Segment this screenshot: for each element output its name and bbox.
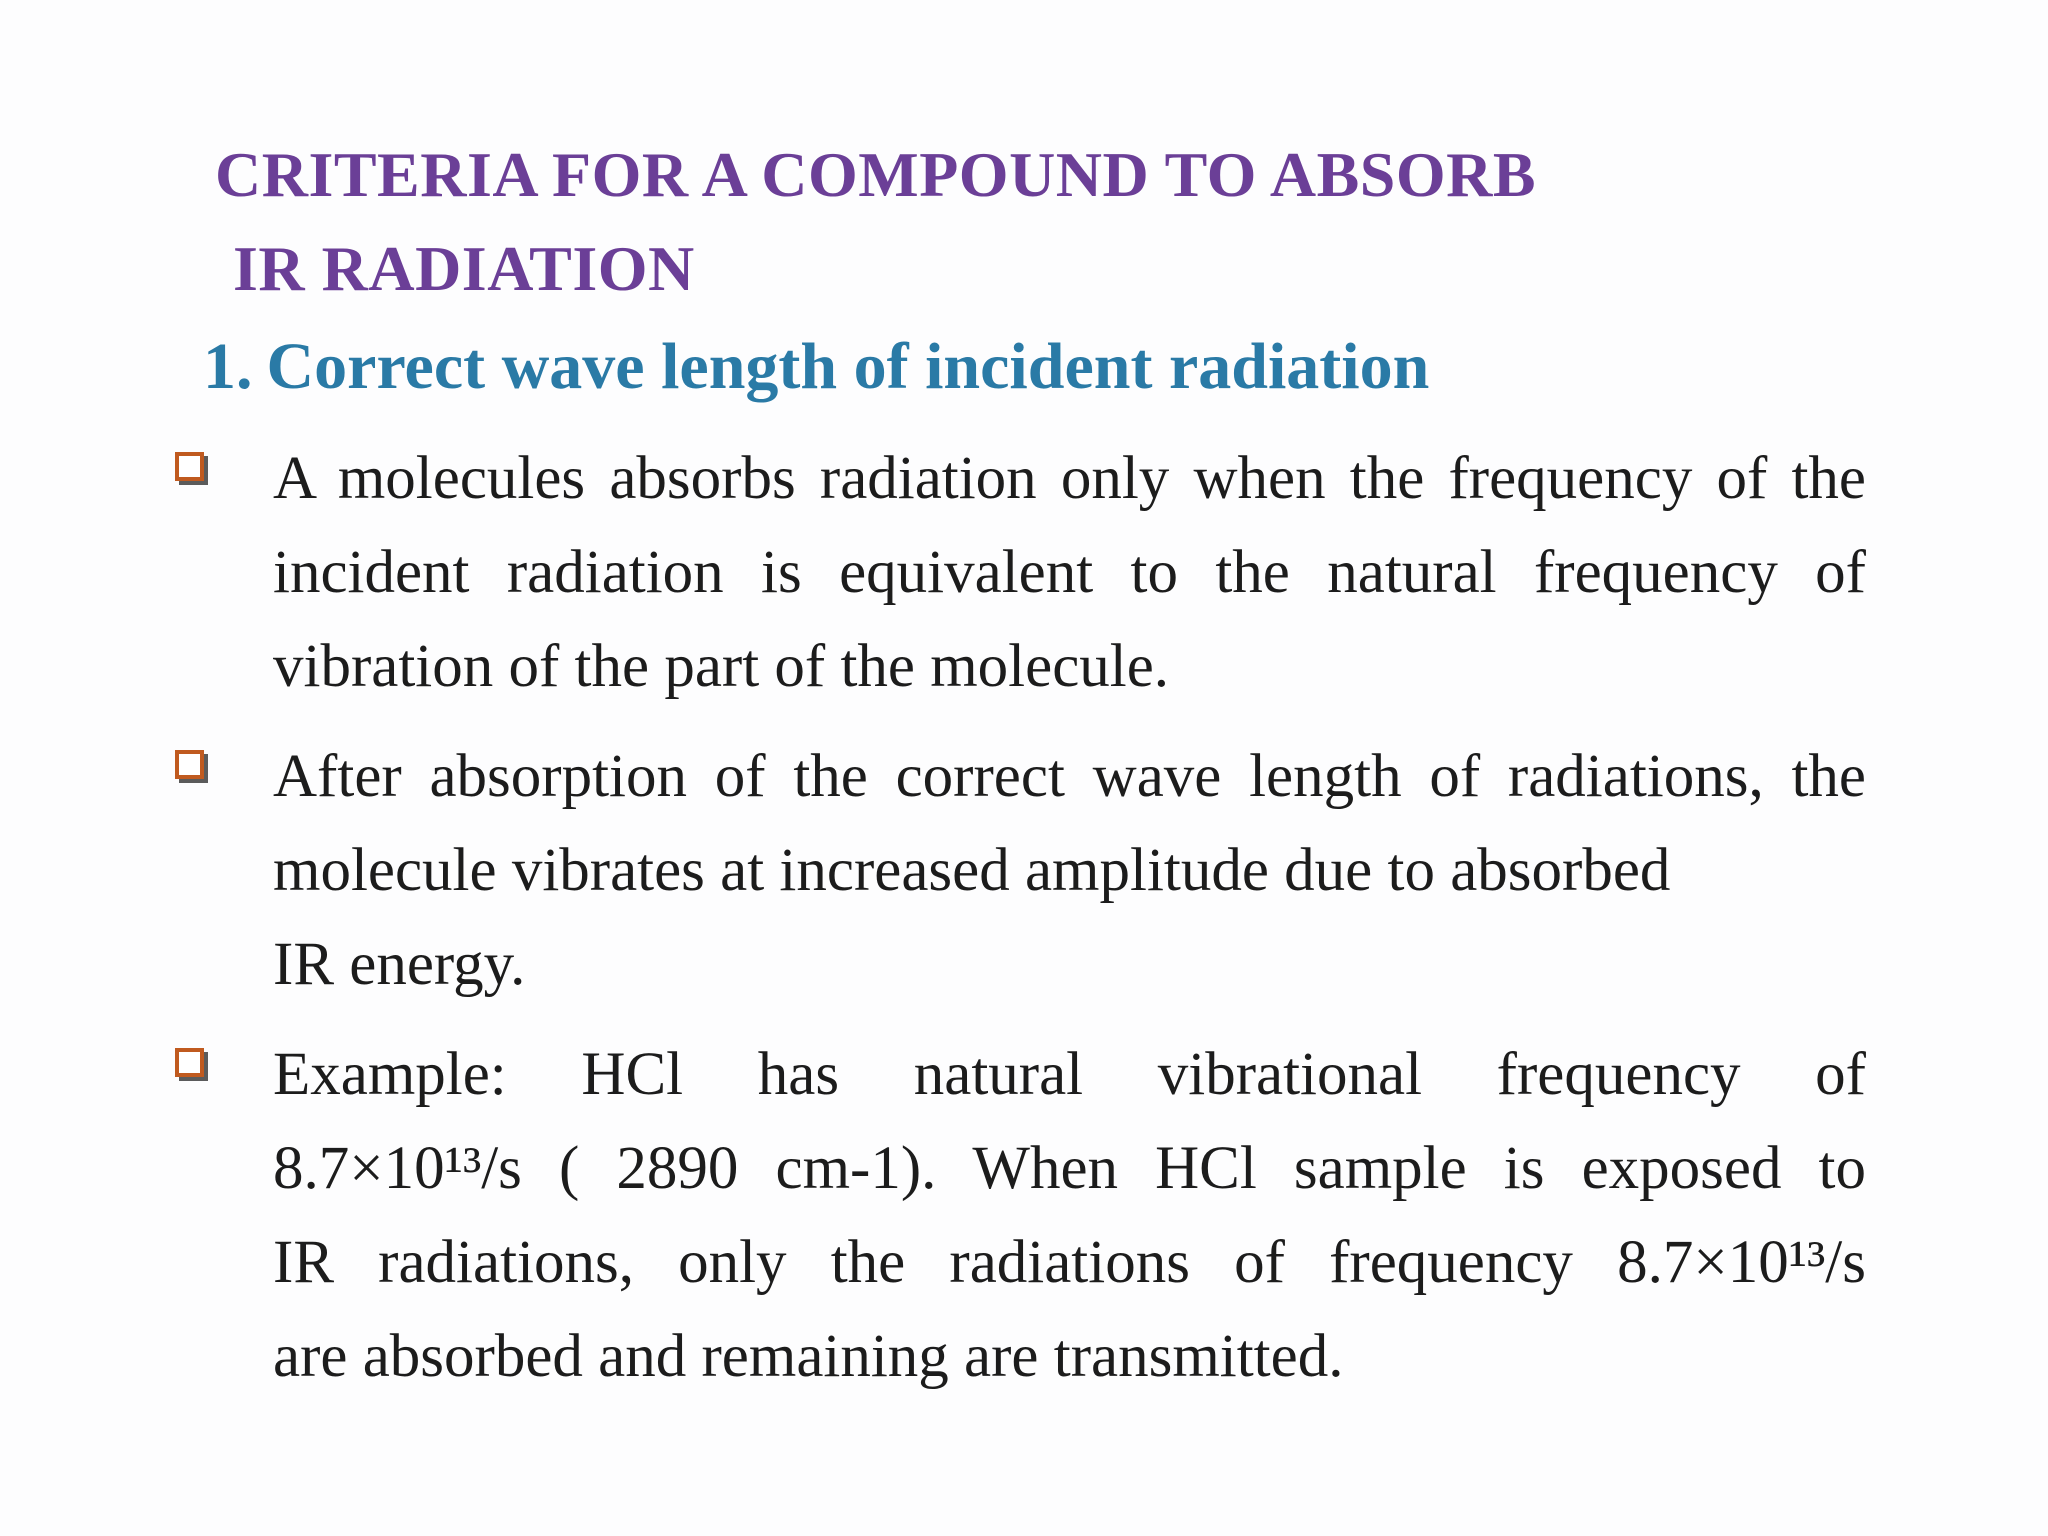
- bullet-line: After absorption of the correct wave length of radiations, the: [273, 743, 1866, 810]
- bullet-line: are absorbed and remaining are transmitted.: [273, 1323, 1344, 1390]
- bullet-line: IR energy.: [273, 931, 526, 998]
- bullet-line: 8.7×10¹³/s ( 2890 cm-1). When HCl sample is exposed to: [273, 1135, 1866, 1202]
- slide-title-line-2: IR RADIATION: [233, 233, 695, 304]
- section-heading-text: Correct wave length of incident radiation: [266, 330, 1430, 403]
- bullet-line: A molecules absorbs radiation only when the frequency of the: [273, 445, 1866, 512]
- bullet-item-absorption-condition: [170, 432, 1870, 714]
- section-number: 1.: [203, 330, 253, 403]
- bullet-item-after-absorption: [170, 730, 1870, 1012]
- bullet-text: [273, 730, 1866, 1012]
- bullet-line: Example: HCl has natural vibrational frequency of: [273, 1041, 1866, 1108]
- bullet-item-hcl-example: [170, 1028, 1870, 1404]
- checkbox-square-icon: [175, 750, 204, 779]
- bullet-text: [273, 432, 1866, 714]
- bullet-text: [273, 1028, 1866, 1404]
- checkbox-square-icon: [175, 452, 204, 481]
- bullet-line: vibration of the part of the molecule.: [273, 633, 1170, 700]
- bullet-list: [170, 432, 1870, 1420]
- bullet-line: incident radiation is equivalent to the natural frequency of: [273, 539, 1866, 606]
- checkbox-square-icon: [175, 1048, 204, 1077]
- slide-title-line-1: CRITERIA FOR A COMPOUND TO ABSORB: [215, 139, 1537, 210]
- bullet-line: molecule vibrates at increased amplitude due to absorbed: [273, 837, 1671, 904]
- slide-title: [215, 128, 1715, 316]
- bullet-line: IR radiations, only the radiations of frequency 8.7×10¹³/s: [273, 1229, 1866, 1296]
- section-heading: [203, 320, 1429, 414]
